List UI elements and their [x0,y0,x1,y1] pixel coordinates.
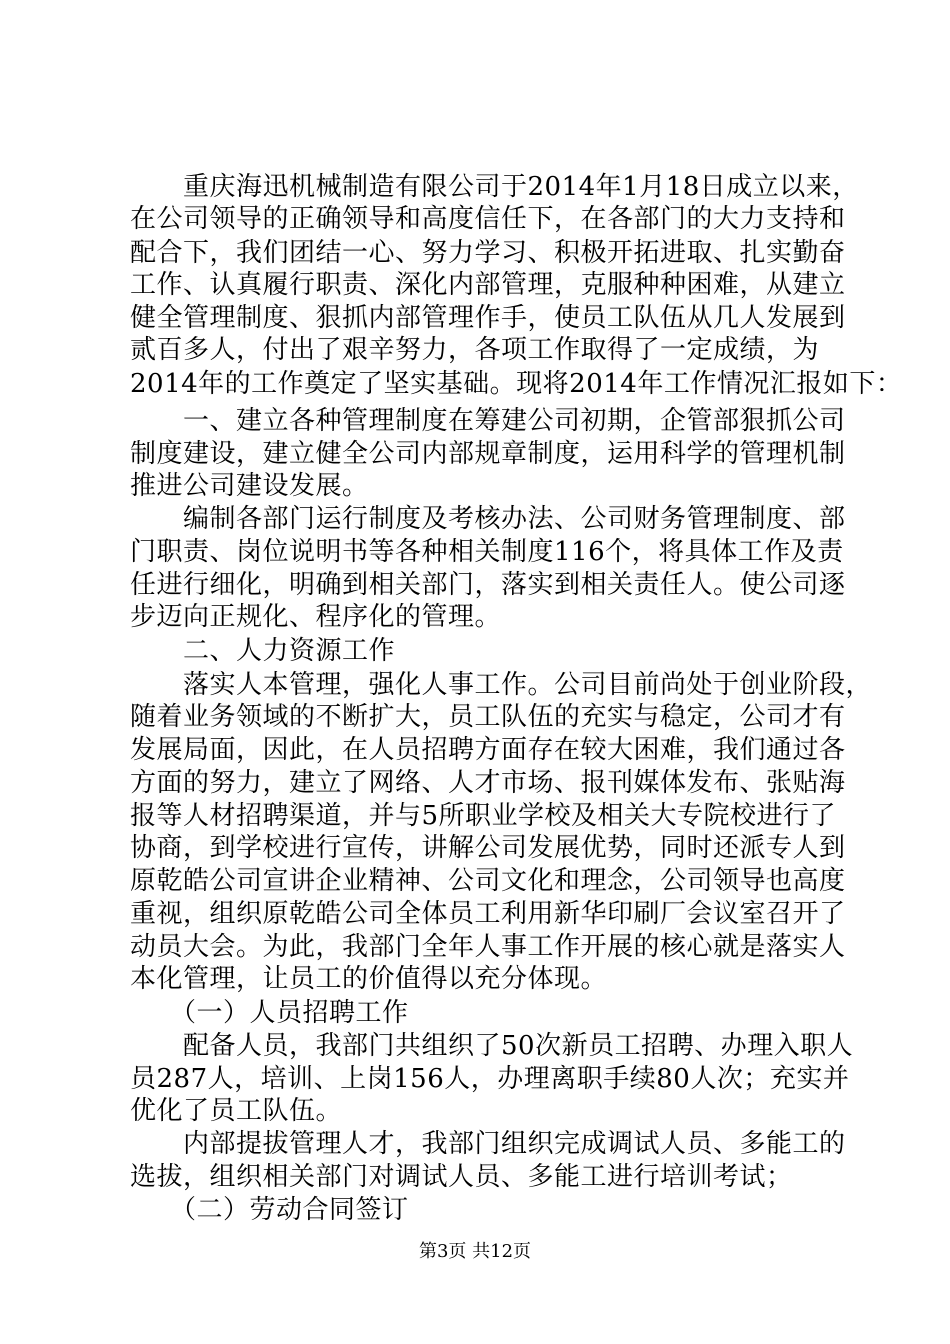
text-line: 选拔，组织相关部门对调试人员、多能工进行培训考试； [130,1162,793,1192]
section-heading: 一、建立各种管理制度在筹建公司初期，企管部狠抓公司 [130,406,846,436]
text-line: 随着业务领域的不断扩大，员工队伍的充实与稳定，公司才有 [130,702,846,732]
text-line: 内部提拔管理人才，我部门组织完成调试人员、多能工的 [130,1129,846,1159]
text-line: 制度建设，建立健全公司内部规章制度，运用科学的管理机制 [130,439,846,469]
text-line: 在公司领导的正确领导和高度信任下，在各部门的大力支持和 [130,204,846,234]
text-line: 编制各部门运行制度及考核办法、公司财务管理制度、部 [130,504,846,534]
text-line: 配备人员，我部门共组织了50次新员工招聘、办理入职人 [130,1031,854,1061]
text-line: 步迈向正规化、程序化的管理。 [130,602,502,632]
text-line: 推进公司建设发展。 [130,471,369,501]
text-line: 重庆海迅机械制造有限公司于2014年1月18日成立以来， [130,172,859,202]
text-line: 报等人材招聘渠道，并与5所职业学校及相关大专院校进行了 [130,801,837,831]
text-line: 员287人，培训、上岗156人，办理离职手续80人次；充实并 [130,1064,850,1094]
subsection-heading: （二）劳动合同签订 [130,1195,409,1225]
text-line: 配合下，我们团结一心、努力学习、积极开拓进取、扎实勤奋 [130,238,846,268]
text-line: 任进行细化，明确到相关部门，落实到相关责任人。使公司逐 [130,570,846,600]
text-line: 动员大会。为此，我部门全年人事工作开展的核心就是落实人 [130,932,846,962]
text-line: 落实人本管理，强化人事工作。公司目前尚处于创业阶段， [130,670,873,700]
page-number-footer: 第3页 共12页 [418,1241,532,1262]
section-heading: 二、人力资源工作 [130,636,396,666]
text-line: 门职责、岗位说明书等各种相关制度116个，将具体工作及责 [130,537,844,567]
subsection-heading: （一）人员招聘工作 [130,998,409,1028]
text-line: 发展局面，因此，在人员招聘方面存在较大困难，我们通过各 [130,735,846,765]
text-line: 贰百多人，付出了艰辛努力，各项工作取得了一定成绩，为 [130,335,820,365]
text-line: 重视，组织原乾皓公司全体员工利用新华印刷厂会议室召开了 [130,899,846,929]
text-line: 协商，到学校进行宣传，讲解公司发展优势，同时还派专人到 [130,833,846,863]
text-line: 方面的努力，建立了网络、人才市场、报刊媒体发布、张贴海 [130,768,846,798]
text-line: 原乾皓公司宣讲企业精神、公司文化和理念，公司领导也高度 [130,866,846,896]
text-line: 工作、认真履行职责、深化内部管理，克服种种困难，从建立 [130,270,846,300]
text-line: 2014年的工作奠定了坚实基础。现将2014年工作情况汇报如下： [130,369,903,399]
text-line: 本化管理，让员工的价值得以充分体现。 [130,964,608,994]
text-line: 优化了员工队伍。 [130,1096,343,1126]
text-line: 健全管理制度、狠抓内部管理作手，使员工队伍从几人发展到 [130,303,846,333]
